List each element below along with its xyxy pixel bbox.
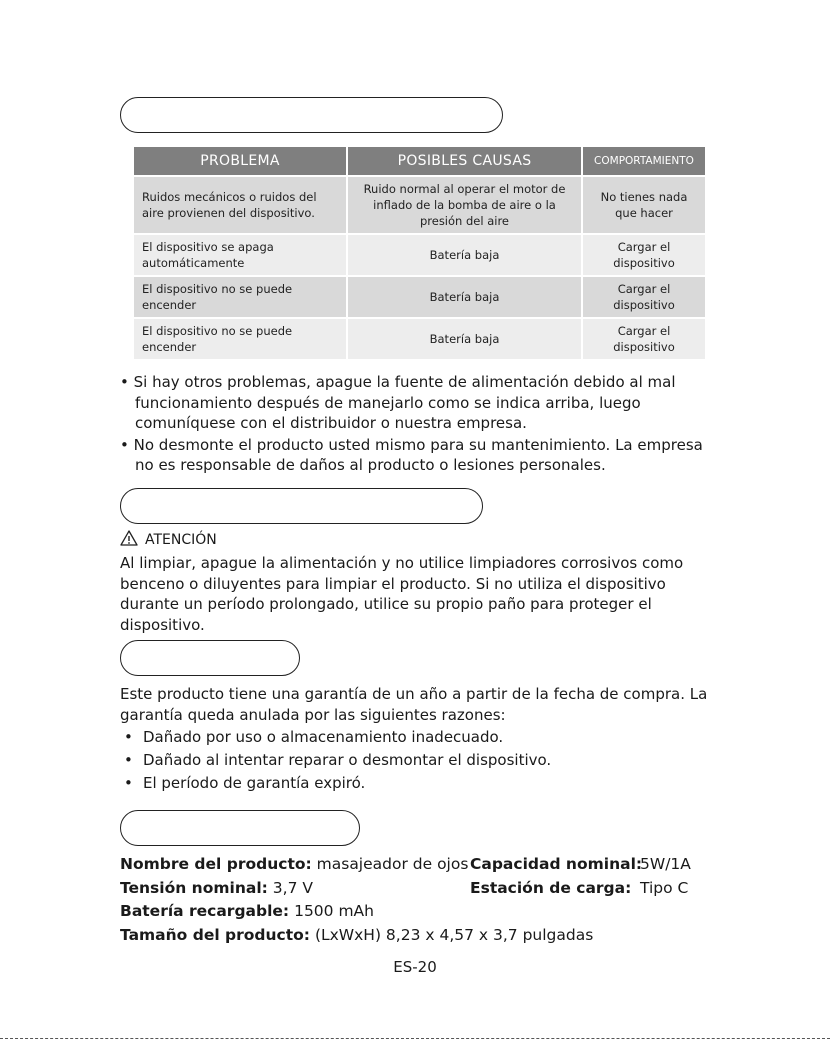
spec-label: Capacidad nominal:: [470, 855, 643, 873]
list-item: • Si hay otros problemas, apague la fuente de alimentación debido al mal funcionamiento después de manejarlo como se indica arriba, luego comuníquese con el distribuidor o nuestra empresa.: [120, 372, 720, 434]
cleaning-text: Al limpiar, apague la alimentación y no utilice limpiadores corrosivos como benceno o diluyentes para limpiar el producto. Si no utiliza el dispositivo durante un período prolongado, utilice su propio paño para proteger el dispositivo.: [120, 554, 684, 634]
list-item: • Dañado al intentar reparar o desmontar el dispositivo.: [124, 749, 551, 772]
specifications: [120, 853, 720, 947]
table-row: [134, 276, 706, 318]
header-causes: POSIBLES CAUSAS: [347, 147, 582, 176]
section-heading-warranty: [120, 640, 300, 676]
behavior-cell: Cargar el dispositivo: [582, 318, 706, 359]
spec-label: Nombre del producto:: [120, 855, 312, 873]
warning-block: [120, 530, 217, 550]
spec-label: Tensión nominal:: [120, 878, 268, 897]
warranty-list: [124, 726, 551, 795]
cause-cell: Batería baja: [347, 234, 582, 276]
behavior-cell: Cargar el dispositivo: [582, 234, 706, 276]
table-row: [134, 176, 706, 234]
table-row: [134, 318, 706, 359]
problem-cell: El dispositivo no se puede encender: [134, 276, 347, 318]
warning-label: ATENCIÓN: [145, 532, 217, 548]
list-item: • No desmonte el producto usted mismo para su mantenimiento. La empresa no es responsable de daños al producto o lesiones personales.: [120, 435, 720, 476]
cause-cell: Batería baja: [347, 276, 582, 318]
spec-row: [120, 924, 720, 948]
spec-value: Tipo C: [640, 878, 689, 897]
spec-label: Tamaño del producto:: [120, 925, 311, 944]
problem-cell: El dispositivo se apaga automáticamente: [134, 234, 347, 276]
header-behavior: COMPORTAMIENTO: [582, 147, 706, 176]
warning-icon: [120, 530, 138, 550]
page-number: ES-20: [393, 958, 437, 976]
cause-cell: Ruido normal al operar el motor de inflado de la bomba de aire o la presión del aire: [347, 176, 582, 234]
spec-row: [120, 853, 720, 877]
spec-value: 3,7 V: [272, 878, 313, 897]
spec-label: Batería recargable:: [120, 902, 290, 920]
spec-value: (LxWxH) 8,23 x 4,57 x 3,7 pulgadas: [314, 925, 594, 944]
warranty-intro: Este producto tiene una garantía de un año a partir de la fecha de compra. La garantía queda anulada por las siguientes razones:: [120, 685, 708, 724]
page-divider: [0, 1038, 830, 1039]
problem-cell: Ruidos mecánicos o ruidos del aire provienen del dispositivo.: [134, 176, 347, 234]
spec-value: 1500 mAh: [294, 902, 374, 920]
spec-label: Estación de carga:: [470, 878, 632, 897]
spec-value: 5W/1A: [640, 855, 691, 873]
notes-list: [120, 372, 720, 477]
behavior-cell: Cargar el dispositivo: [582, 276, 706, 318]
list-item: • El período de garantía expiró.: [124, 772, 551, 795]
section-heading-specifications: [120, 810, 360, 846]
cause-cell: Batería baja: [347, 318, 582, 359]
problem-cell: El dispositivo no se puede encender: [134, 318, 347, 359]
header-problem: PROBLEMA: [134, 147, 347, 176]
spec-row: [120, 900, 720, 924]
section-heading-cleaning: [120, 488, 483, 524]
spec-value: masajeador de ojos: [316, 855, 469, 873]
spec-row: [120, 877, 720, 901]
list-item: • Dañado por uso o almacenamiento inadecuado.: [124, 726, 551, 749]
table-row: [134, 234, 706, 276]
section-heading-troubleshooting: [120, 97, 503, 133]
behavior-cell: No tienes nada que hacer: [582, 176, 706, 234]
troubleshooting-table: [134, 147, 707, 359]
